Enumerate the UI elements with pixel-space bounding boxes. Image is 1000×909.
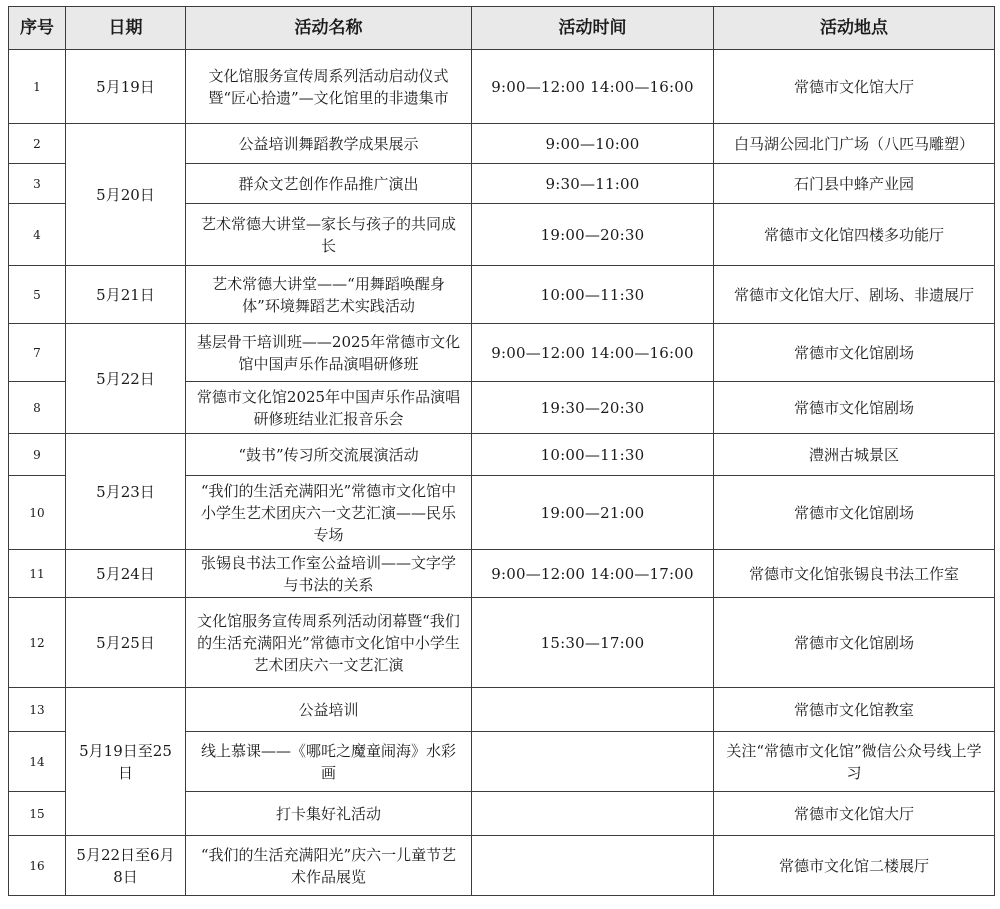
date-cell: 5月21日 — [66, 266, 186, 324]
header-seq: 序号 — [9, 7, 66, 50]
activity-time-cell — [472, 732, 714, 792]
activity-name-cell: 艺术常德大讲堂——“用舞蹈唤醒身体”环境舞蹈艺术实践活动 — [186, 266, 472, 324]
activity-name-cell: “鼓书”传习所交流展演活动 — [186, 434, 472, 476]
activity-time-cell — [472, 836, 714, 896]
activity-name-cell: 打卡集好礼活动 — [186, 792, 472, 836]
header-time: 活动时间 — [472, 7, 714, 50]
seq-cell: 2 — [9, 124, 66, 164]
seq-cell: 12 — [9, 598, 66, 688]
activity-time-cell: 10:00—11:30 — [472, 434, 714, 476]
date-cell: 5月20日 — [66, 124, 186, 266]
activity-name-cell: 公益培训舞蹈教学成果展示 — [186, 124, 472, 164]
date-cell: 5月22日至6月8日 — [66, 836, 186, 896]
table-row — [9, 434, 995, 476]
table-row — [9, 688, 995, 732]
activity-place-cell: 常德市文化馆教室 — [714, 688, 995, 732]
activity-time-cell: 10:00—11:30 — [472, 266, 714, 324]
activity-place-cell: 石门县中蜂产业园 — [714, 164, 995, 204]
activity-time-cell: 9:30—11:00 — [472, 164, 714, 204]
activity-time-cell — [472, 792, 714, 836]
header-place: 活动地点 — [714, 7, 995, 50]
activity-place-cell: 常德市文化馆大厅 — [714, 792, 995, 836]
activity-place-cell: 关注“常德市文化馆”微信公众号线上学习 — [714, 732, 995, 792]
activity-time-cell: 19:00—20:30 — [472, 204, 714, 266]
table-row — [9, 266, 995, 324]
activity-name-cell: 艺术常德大讲堂—家长与孩子的共同成长 — [186, 204, 472, 266]
activity-place-cell: 常德市文化馆剧场 — [714, 382, 995, 434]
date-cell: 5月19日 — [66, 50, 186, 124]
activity-time-cell: 9:00—12:00 14:00—16:00 — [472, 324, 714, 382]
seq-cell: 4 — [9, 204, 66, 266]
activity-place-cell: 常德市文化馆二楼展厅 — [714, 836, 995, 896]
activity-time-cell — [472, 688, 714, 732]
activity-name-cell: 常德市文化馆2025年中国声乐作品演唱研修班结业汇报音乐会 — [186, 382, 472, 434]
seq-cell: 11 — [9, 550, 66, 598]
date-cell: 5月23日 — [66, 434, 186, 550]
header-date: 日期 — [66, 7, 186, 50]
activity-place-cell: 常德市文化馆张锡良书法工作室 — [714, 550, 995, 598]
activity-name-cell: “我们的生活充满阳光”常德市文化馆中小学生艺术团庆六一文艺汇演——民乐专场 — [186, 476, 472, 550]
activity-name-cell: 张锡良书法工作室公益培训——文字学与书法的关系 — [186, 550, 472, 598]
seq-cell: 16 — [9, 836, 66, 896]
seq-cell: 15 — [9, 792, 66, 836]
activity-name-cell: 线上慕课——《哪吒之魔童闹海》水彩画 — [186, 732, 472, 792]
activity-name-cell: 群众文艺创作作品推广演出 — [186, 164, 472, 204]
date-cell: 5月25日 — [66, 598, 186, 688]
activity-place-cell: 常德市文化馆四楼多功能厅 — [714, 204, 995, 266]
activity-time-cell: 15:30—17:00 — [472, 598, 714, 688]
activity-name-cell: 公益培训 — [186, 688, 472, 732]
activity-schedule-table — [8, 6, 995, 896]
activity-place-cell: 常德市文化馆剧场 — [714, 476, 995, 550]
table-row — [9, 550, 995, 598]
activity-time-cell: 19:00—21:00 — [472, 476, 714, 550]
table-row — [9, 324, 995, 382]
date-cell: 5月19日至25日 — [66, 688, 186, 836]
seq-cell: 1 — [9, 50, 66, 124]
date-cell: 5月22日 — [66, 324, 186, 434]
header-row — [9, 7, 995, 50]
table-row — [9, 124, 995, 164]
seq-cell: 8 — [9, 382, 66, 434]
activity-name-cell: 基层骨干培训班——2025年常德市文化馆中国声乐作品演唱研修班 — [186, 324, 472, 382]
activity-place-cell: 常德市文化馆大厅 — [714, 50, 995, 124]
activity-place-cell: 白马湖公园北门广场（八匹马雕塑） — [714, 124, 995, 164]
header-name: 活动名称 — [186, 7, 472, 50]
activity-name-cell: “我们的生活充满阳光”庆六一儿童节艺术作品展览 — [186, 836, 472, 896]
activity-place-cell: 澧洲古城景区 — [714, 434, 995, 476]
date-cell: 5月24日 — [66, 550, 186, 598]
seq-cell: 10 — [9, 476, 66, 550]
seq-cell: 13 — [9, 688, 66, 732]
table-row — [9, 50, 995, 124]
seq-cell: 5 — [9, 266, 66, 324]
activity-name-cell: 文化馆服务宣传周系列活动闭幕暨“我们的生活充满阳光”常德市文化馆中小学生艺术团庆六一文艺汇演 — [186, 598, 472, 688]
table-row — [9, 836, 995, 896]
activity-place-cell: 常德市文化馆剧场 — [714, 598, 995, 688]
table-row — [9, 598, 995, 688]
activity-time-cell: 9:00—12:00 14:00—16:00 — [472, 50, 714, 124]
seq-cell: 7 — [9, 324, 66, 382]
activity-name-cell: 文化馆服务宣传周系列活动启动仪式暨“匠心拾遗”—文化馆里的非遗集市 — [186, 50, 472, 124]
activity-place-cell: 常德市文化馆剧场 — [714, 324, 995, 382]
seq-cell: 3 — [9, 164, 66, 204]
activity-time-cell: 9:00—10:00 — [472, 124, 714, 164]
activity-place-cell: 常德市文化馆大厅、剧场、非遗展厅 — [714, 266, 995, 324]
activity-time-cell: 19:30—20:30 — [472, 382, 714, 434]
activity-time-cell: 9:00—12:00 14:00—17:00 — [472, 550, 714, 598]
seq-cell: 14 — [9, 732, 66, 792]
seq-cell: 9 — [9, 434, 66, 476]
